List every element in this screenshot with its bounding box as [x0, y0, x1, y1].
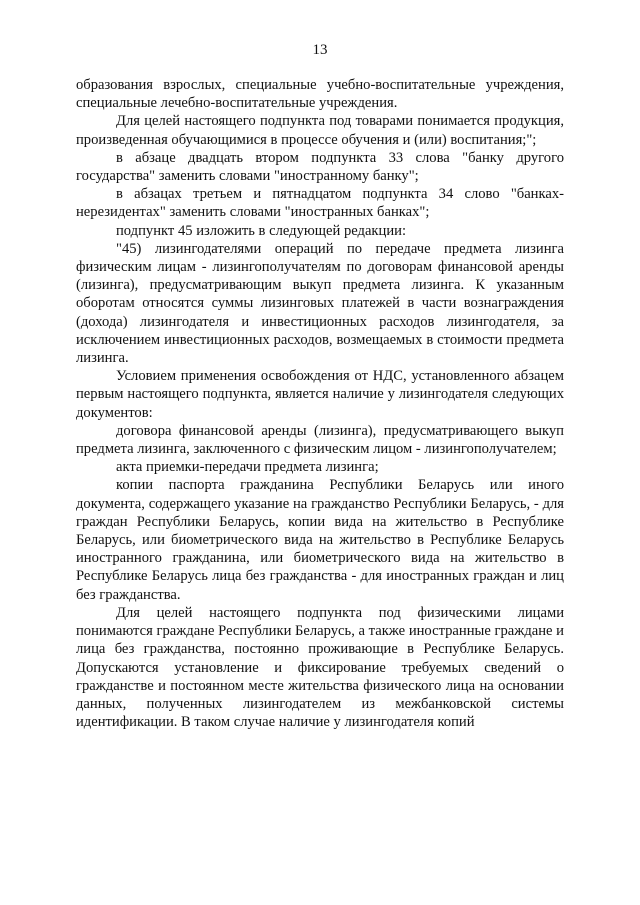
paragraph-11: Для целей настоящего подпункта под физическими лицами понимаются граждане Республики Беларусь, а также иностранные граждане и лица без гражданства, постоянно проживающие в Республике Беларусь. Допускаются установление и фиксирование требуемых сведений о гражданстве и постоянном месте жительства физического лица на основании данных, полученных лизингодателем из межбанковской системы идентификации. В таком случае наличие у лизингодателя копий — [76, 604, 564, 731]
paragraph-1: образования взрослых, специальные учебно-воспитательные учреждения, специальные лечебно-воспитательные учреждения. — [76, 77, 564, 112]
paragraph-6: "45) лизингодателями операций по передаче предмета лизинга физическим лицам - лизингополучателям по договорам финансовой аренды (лизинга), предусматривающим выкуп предмета лизинга. К указанным оборотам относятся суммы лизинговых платежей в части вознаграждения (дохода) лизингодателя и инвестиционных расходов лизингодателя, за исключением инвестиционных расходов, возмещаемых в стоимости предмета лизинга. — [76, 240, 564, 367]
paragraph-8: договора финансовой аренды (лизинга), предусматривающего выкуп предмета лизинга, заключенного с физическим лицом - лизингополучателем; — [76, 422, 564, 458]
paragraph-2: Для целей настоящего подпункта под товарами понимается продукция, произведенная обучающимися в процессе обучения и (или) воспитания;"; — [76, 113, 564, 148]
paragraph-9: акта приемки-передачи предмета лизинга; — [116, 459, 379, 476]
paragraph-10: копии паспорта гражданина Республики Беларусь или иного документа, содержащего указание на гражданство Республики Беларусь, - для граждан Республики Беларусь, копии вида на жительство в Республике Беларусь, или биометрического вида на жительство в Республике Беларусь иностранного гражданина, или биометрического вида на жительство в Республике Беларусь лица без гражданства - для иностранных граждан и лиц без гражданства. — [76, 477, 564, 603]
paragraph-4: в абзацах третьем и пятнадцатом подпункта 34 слово "банках-нерезидентах" заменить словами "иностранных банках"; — [76, 186, 564, 221]
paragraph-7: Условием применения освобождения от НДС, установленного абзацем первым настоящего подпункта, является наличие у лизингодателя следующих документов: — [76, 368, 564, 421]
paragraph-3: в абзаце двадцать втором подпункта 33 слова "банку другого государства" заменить словами "иностранному банку"; — [76, 149, 564, 185]
document-body — [76, 76, 564, 731]
page-number: 13 — [312, 42, 328, 58]
paragraph-5: подпункт 45 изложить в следующей редакции: — [116, 222, 407, 239]
